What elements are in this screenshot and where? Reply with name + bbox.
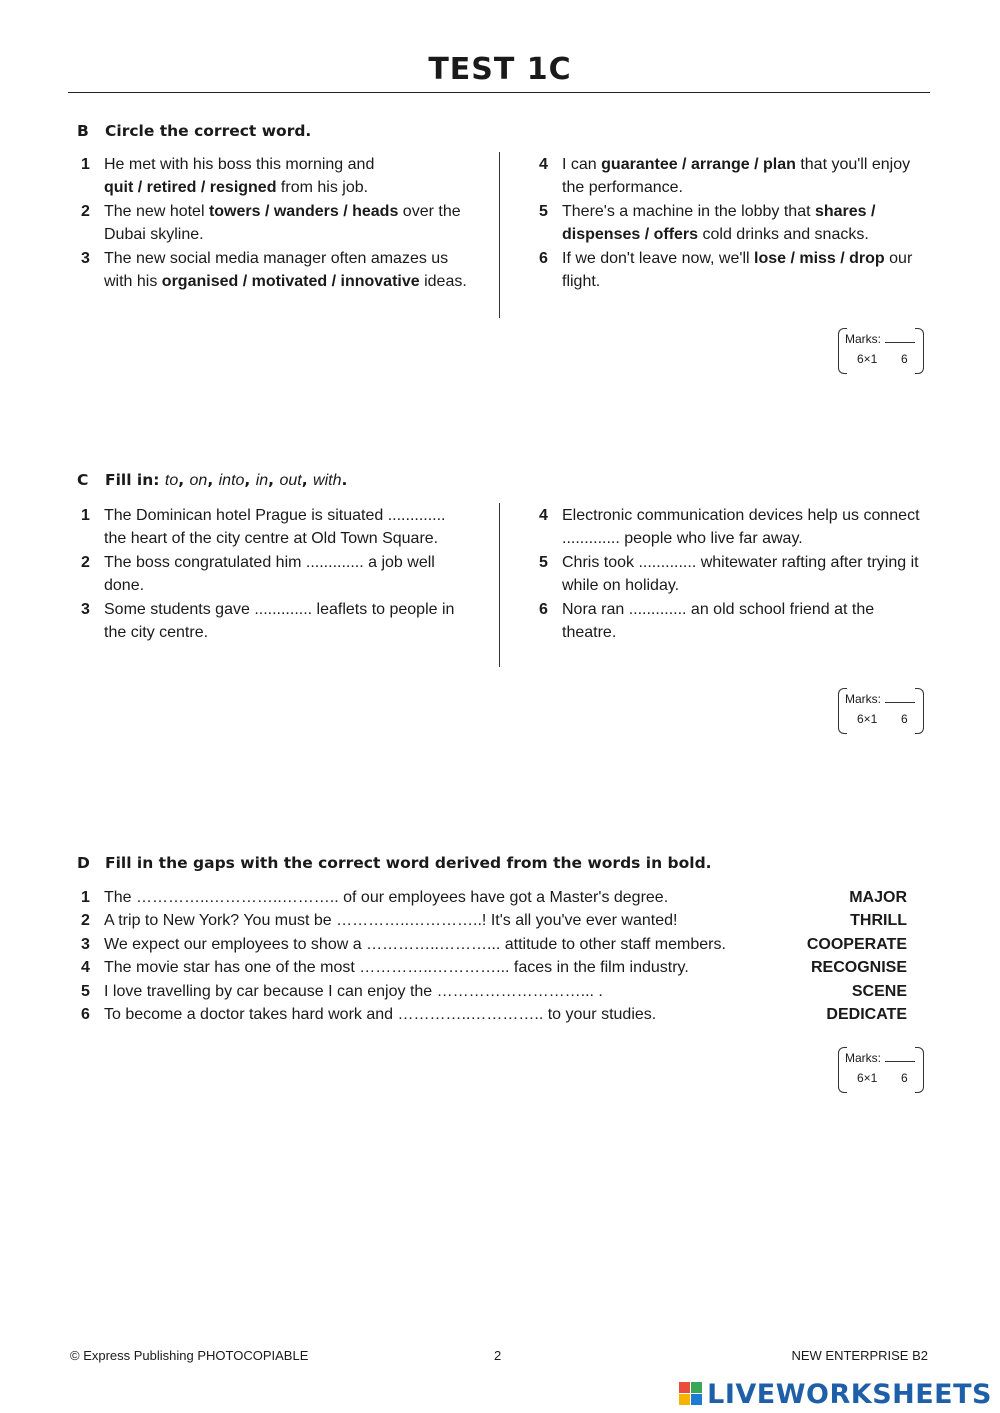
answer-options[interactable]: guarantee / arrange / plan bbox=[601, 156, 796, 173]
question-item bbox=[535, 153, 925, 200]
gap-fill-row bbox=[77, 909, 907, 932]
question-text[interactable]: The boss congratulated him ............. a job well done. bbox=[104, 553, 435, 595]
section-c-instruction: Fill in: bbox=[105, 471, 160, 489]
answer-options[interactable]: lose / miss / drop bbox=[754, 249, 885, 267]
section-d-instruction: Fill in the gaps with the correct word derived from the words in bold. bbox=[105, 854, 712, 872]
question-fragment: over the Dubai skyline. bbox=[104, 202, 461, 244]
question-text bbox=[562, 203, 875, 243]
question-fragment: The new hotel bbox=[104, 202, 209, 220]
word-option: with bbox=[313, 472, 342, 489]
question-number: 6 bbox=[539, 249, 548, 267]
section-b-right-column bbox=[535, 153, 925, 293]
question-number: 5 bbox=[539, 553, 548, 571]
footer-page-number: 2 bbox=[494, 1348, 502, 1363]
marks-label: Marks: bbox=[845, 1051, 881, 1065]
question-fragment: our flight. bbox=[562, 249, 913, 291]
question-item bbox=[77, 153, 467, 200]
marks-total: 6 bbox=[901, 1071, 908, 1085]
question-item bbox=[77, 504, 467, 551]
word-option: out bbox=[279, 472, 302, 489]
section-c-left-column bbox=[77, 504, 467, 644]
section-b-instruction: Circle the correct word. bbox=[105, 122, 312, 140]
question-item bbox=[77, 551, 467, 598]
question-fragment: cold drinks and snacks. bbox=[698, 226, 869, 244]
marks-score: 6×1 bbox=[857, 352, 878, 366]
section-c-letter: C bbox=[77, 471, 89, 489]
question-fragment: I can bbox=[562, 156, 602, 173]
marks-total: 6 bbox=[901, 352, 908, 366]
marks-score: 6×1 bbox=[857, 712, 878, 726]
question-fragment: from his job. bbox=[276, 179, 369, 197]
question-number: 3 bbox=[81, 935, 90, 953]
question-fragment: ideas. bbox=[419, 273, 467, 291]
question-text[interactable]: The Dominican hotel Prague is situated ............. the heart of the city centre at Old Town Square. bbox=[104, 507, 446, 548]
liveworksheets-logo-icon bbox=[679, 1382, 703, 1406]
section-c-marks-box bbox=[838, 688, 924, 734]
word-option: in bbox=[255, 472, 269, 489]
question-number: 1 bbox=[81, 889, 90, 906]
section-c-word-list bbox=[165, 471, 347, 489]
question-item bbox=[535, 200, 925, 247]
question-text[interactable]: Chris took ............. whitewater rafting after trying it while on holiday. bbox=[562, 553, 919, 595]
keyword: RECOGNISE bbox=[810, 959, 907, 977]
question-text bbox=[562, 250, 912, 290]
marks-score: 6×1 bbox=[857, 1071, 878, 1085]
marks-label: Marks: bbox=[845, 332, 881, 346]
question-text[interactable]: I love travelling by car because I can enjoy the ………………………... . bbox=[104, 982, 603, 1000]
question-text[interactable]: To become a doctor takes hard work and …………..………….. to your studies. bbox=[104, 1006, 657, 1023]
question-text bbox=[104, 203, 461, 243]
word-separator: . bbox=[341, 471, 348, 489]
answer-options[interactable]: organised / motivated / innovative bbox=[161, 273, 420, 291]
word-separator: , bbox=[244, 471, 256, 489]
question-item bbox=[535, 598, 925, 645]
title-divider bbox=[68, 92, 930, 93]
section-c-heading bbox=[77, 471, 347, 490]
section-d-letter: D bbox=[77, 854, 90, 872]
keyword: COOPERATE bbox=[806, 935, 907, 953]
question-item bbox=[77, 247, 467, 294]
question-text[interactable]: Electronic communication devices help us connect ............. people who live far away. bbox=[562, 507, 920, 548]
question-number: 2 bbox=[81, 202, 90, 220]
footer-copyright: © Express Publishing PHOTOCOPIABLE bbox=[70, 1348, 309, 1363]
question-number: 5 bbox=[81, 982, 90, 1000]
gap-fill-row bbox=[77, 1003, 907, 1026]
section-b-marks-box bbox=[838, 328, 924, 374]
marks-blank[interactable] bbox=[885, 702, 915, 703]
marks-total: 6 bbox=[901, 712, 908, 726]
question-text[interactable]: A trip to New York? You must be …………..…………..! It's all you've ever wanted! bbox=[104, 912, 678, 930]
marks-label: Marks: bbox=[845, 692, 881, 706]
question-number: 3 bbox=[81, 600, 90, 618]
gap-fill-row bbox=[77, 956, 907, 979]
question-text[interactable]: Some students gave ............. leaflets to people in the city centre. bbox=[104, 600, 455, 642]
question-text[interactable]: We expect our employees to show a …………..………... attitude to other staff members. bbox=[104, 935, 726, 953]
question-text bbox=[104, 156, 374, 196]
gap-fill-row bbox=[77, 886, 907, 909]
answer-options[interactable]: shares / dispenses / offers bbox=[562, 202, 876, 244]
question-text bbox=[104, 250, 467, 290]
question-text[interactable]: Nora ran ............. an old school friend at the theatre. bbox=[562, 600, 875, 642]
section-b-left-column bbox=[77, 153, 467, 293]
question-number: 4 bbox=[539, 156, 548, 173]
word-separator: , bbox=[268, 471, 280, 489]
question-number: 4 bbox=[81, 959, 90, 977]
keyword: SCENE bbox=[851, 982, 907, 1000]
answer-options[interactable]: towers / wanders / heads bbox=[208, 202, 399, 220]
question-text[interactable]: The movie star has one of the most …………..…………... faces in the film industry. bbox=[104, 959, 689, 977]
question-fragment: The new social media manager often amazes us with his bbox=[104, 249, 449, 291]
question-number: 2 bbox=[81, 912, 90, 930]
keyword: MAJOR bbox=[849, 889, 907, 906]
answer-options[interactable]: quit / retired / resigned bbox=[104, 179, 277, 197]
footer-book-title: NEW ENTERPRISE B2 bbox=[791, 1348, 928, 1363]
section-c-right-column bbox=[535, 504, 925, 644]
question-fragment: If we don't leave now, we'll bbox=[562, 249, 754, 267]
question-text[interactable]: The …………..…………..……….. of our employees have got a Master's degree. bbox=[104, 889, 669, 906]
question-text bbox=[562, 156, 910, 196]
question-item bbox=[77, 200, 467, 247]
question-item bbox=[535, 504, 925, 551]
question-number: 2 bbox=[81, 553, 90, 571]
question-number: 6 bbox=[539, 600, 548, 618]
section-b-letter: B bbox=[77, 122, 89, 140]
page-title: TEST 1C bbox=[428, 52, 572, 87]
marks-blank[interactable] bbox=[885, 1061, 915, 1062]
section-b-column-divider bbox=[499, 152, 500, 318]
question-number: 1 bbox=[81, 156, 90, 173]
question-number: 3 bbox=[81, 249, 90, 267]
question-number: 4 bbox=[539, 507, 548, 524]
question-number: 1 bbox=[81, 507, 90, 524]
keyword: DEDICATE bbox=[826, 1006, 907, 1023]
section-d-marks-box bbox=[838, 1047, 924, 1093]
question-item bbox=[77, 598, 467, 645]
question-number: 5 bbox=[539, 202, 548, 220]
liveworksheets-logo[interactable] bbox=[679, 1378, 992, 1410]
gap-fill-row bbox=[77, 980, 907, 1003]
liveworksheets-logo-text: LIVEWORKSHEETS bbox=[707, 1378, 992, 1410]
question-item bbox=[535, 247, 925, 294]
word-option: to bbox=[164, 472, 179, 489]
question-item bbox=[535, 551, 925, 598]
word-option: into bbox=[218, 472, 245, 489]
question-number: 6 bbox=[81, 1006, 90, 1023]
question-fragment: There's a machine in the lobby that bbox=[562, 202, 815, 220]
gap-fill-row bbox=[77, 933, 907, 956]
word-option: on bbox=[189, 472, 208, 489]
word-separator: , bbox=[207, 471, 219, 489]
section-d-heading bbox=[77, 854, 712, 872]
question-fragment: He met with his boss this morning and bbox=[104, 156, 375, 173]
question-fragment: that you'll enjoy the performance. bbox=[562, 156, 911, 197]
section-c-column-divider bbox=[499, 503, 500, 667]
section-b-heading bbox=[77, 122, 311, 140]
keyword: THRILL bbox=[850, 912, 907, 930]
word-separator: , bbox=[178, 471, 190, 489]
marks-blank[interactable] bbox=[885, 342, 915, 343]
word-separator: , bbox=[301, 471, 314, 489]
